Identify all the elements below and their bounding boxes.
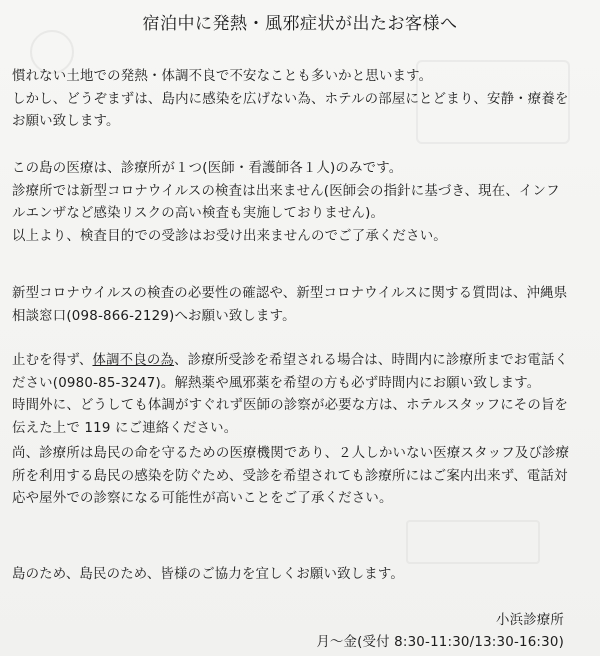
notice-title: 宿泊中に発熱・風邪症状が出たお客様へ — [142, 14, 458, 34]
underlined-text: 体調不良の為 — [92, 353, 175, 368]
paragraph-note — [12, 443, 592, 511]
text-line: お願い致します。 — [12, 114, 120, 130]
text-line: 所を利用する島民の感染を防ぐため、受診を希望されても診療所にはご案内出来ず、電話対 — [12, 468, 568, 484]
paragraph-closing — [12, 564, 592, 587]
paragraph-visit-request — [12, 350, 592, 440]
text-line: 島のため、島民のため、皆様のご協力を宜しくお願い致します。 — [12, 567, 404, 582]
paragraph-medical-info — [12, 158, 592, 248]
clinic-name: 小浜診療所 — [496, 613, 564, 628]
text-line: しかし、どうぞまずは、島内に感染を広げない為、ホテルの部屋にとどまり、安静・療養を — [12, 91, 569, 107]
text-segment: 止むを得ず、 — [12, 353, 93, 368]
text-line: この島の医療は、診療所が１つ(医師・看護師各１人)のみです。 — [12, 161, 403, 176]
paragraph-consultation — [12, 283, 592, 328]
text-line: 慣れない土地での発熱・体調不良で不安なことも多いかと思います。 — [12, 69, 433, 84]
text-line: 伝えた上で 119 にご連絡ください。 — [12, 420, 238, 436]
text-line: ルエンザなど感染リスクの高い検査も実施しておりません)。 — [12, 206, 385, 222]
text-line: ださい(0980-85-3247)。解熱薬や風邪薬を希望の方も必ず時間内にお願い致します。 — [12, 375, 541, 391]
text-line: 時間外に、どうしても体調がすぐれず医師の診察が必要な方は、ホテルスタッフにその旨を — [12, 398, 569, 414]
text-line: 以上より、検査目的での受診はお受け出来ませんのでご了承ください。 — [12, 228, 447, 244]
paragraph-intro — [12, 66, 592, 134]
text-line: 相談窓口(098-866-2129)へお願い致します。 — [12, 308, 296, 324]
show-through-mark — [406, 520, 540, 564]
text-segment: 、診療所受診を希望される場合は、時間内に診療所までお電話く — [174, 353, 569, 368]
text-line: 応や屋外での診察になる可能性が高いことをご了承ください。 — [12, 491, 393, 507]
text-line: 新型コロナウイルスの検査の必要性の確認や、新型コロナウイルスに関する質問は、沖縄県 — [12, 286, 568, 301]
text-line — [12, 350, 592, 373]
reception-hours: 月～金(受付 8:30-11:30/13:30-16:30) — [316, 635, 564, 650]
text-line: 診療所では新型コロナウイルスの検査は出来ません(医師会の指針に基づき、現在、インフ — [12, 183, 560, 199]
text-line: 尚、診療所は島民の命を守るための医療機関であり、２人しかいない医療スタッフ及び診療 — [12, 446, 570, 461]
